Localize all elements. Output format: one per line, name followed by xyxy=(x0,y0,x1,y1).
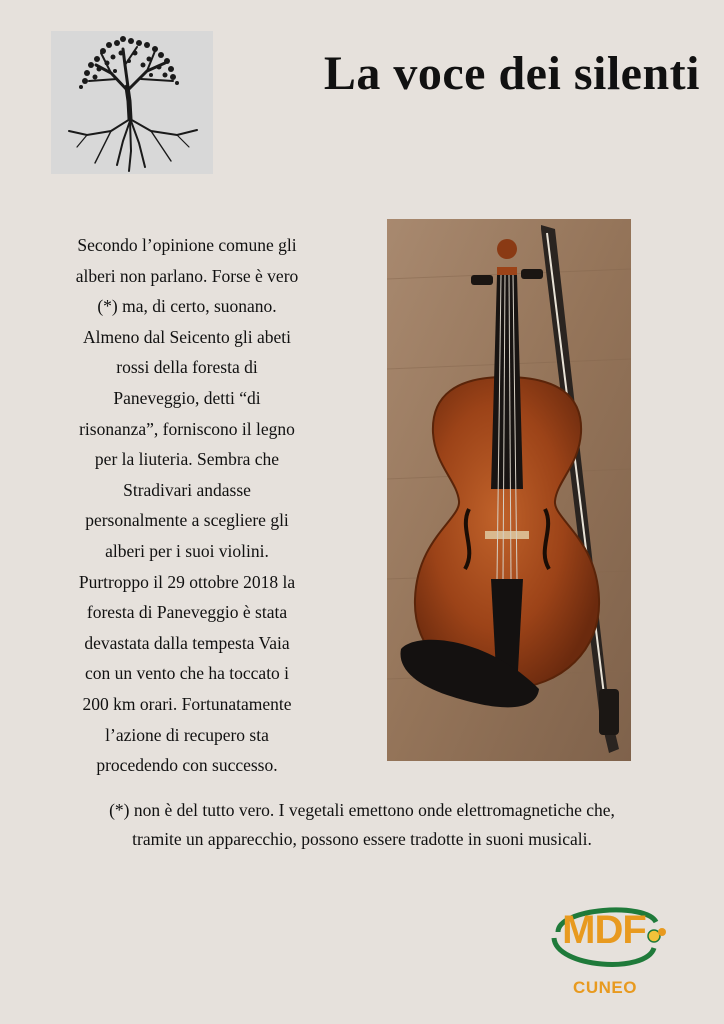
body-line: Paneveggio, detti “di xyxy=(113,387,261,408)
body-line: Purtroppo il 29 ottobre 2018 la xyxy=(78,571,296,592)
violin-photo xyxy=(387,219,631,761)
body-line: rossi della foresta di xyxy=(116,357,258,378)
body-line: Secondo l’opinione comune gli xyxy=(77,235,297,255)
body-paragraph xyxy=(44,230,330,781)
body-line: procedendo con successo. xyxy=(96,755,278,776)
body-line: risonanza”, forniscono il legno xyxy=(79,418,295,439)
logo-city: CUNEO xyxy=(573,978,637,997)
body-line: alberi non parlano. Forse è vero xyxy=(75,265,299,286)
body-line: 200 km orari. Fortunatamente xyxy=(82,693,292,714)
footnote-line: tramite un apparecchio, possono essere tradotte in suoni musicali. xyxy=(132,829,592,849)
body-line: Almeno dal Seicento gli abeti xyxy=(82,326,291,347)
body-line: l’azione di recupero sta xyxy=(105,724,269,745)
tree-image xyxy=(51,31,213,174)
body-line: (*) ma, di certo, suonano. xyxy=(97,296,277,317)
body-line: devastata dalla tempesta Vaia xyxy=(84,632,290,653)
body-line: personalmente a scegliere gli xyxy=(85,510,289,531)
body-line: foresta di Paneveggio è stata xyxy=(86,602,288,623)
body-line: con un vento che ha toccato i xyxy=(84,663,290,684)
body-line: Stradivari andasse xyxy=(123,479,251,500)
mdf-logo xyxy=(546,898,670,1008)
body-line: per la liuteria. Sembra che xyxy=(94,449,280,470)
footnote xyxy=(40,796,684,854)
page-title: La voce dei silenti xyxy=(323,47,700,100)
footnote-line: (*) non è del tutto vero. I vegetali emettono onde elettromagnetiche che, xyxy=(109,800,615,820)
body-line: alberi per i suoi violini. xyxy=(105,540,269,561)
logo-text: MDF xyxy=(562,908,646,952)
